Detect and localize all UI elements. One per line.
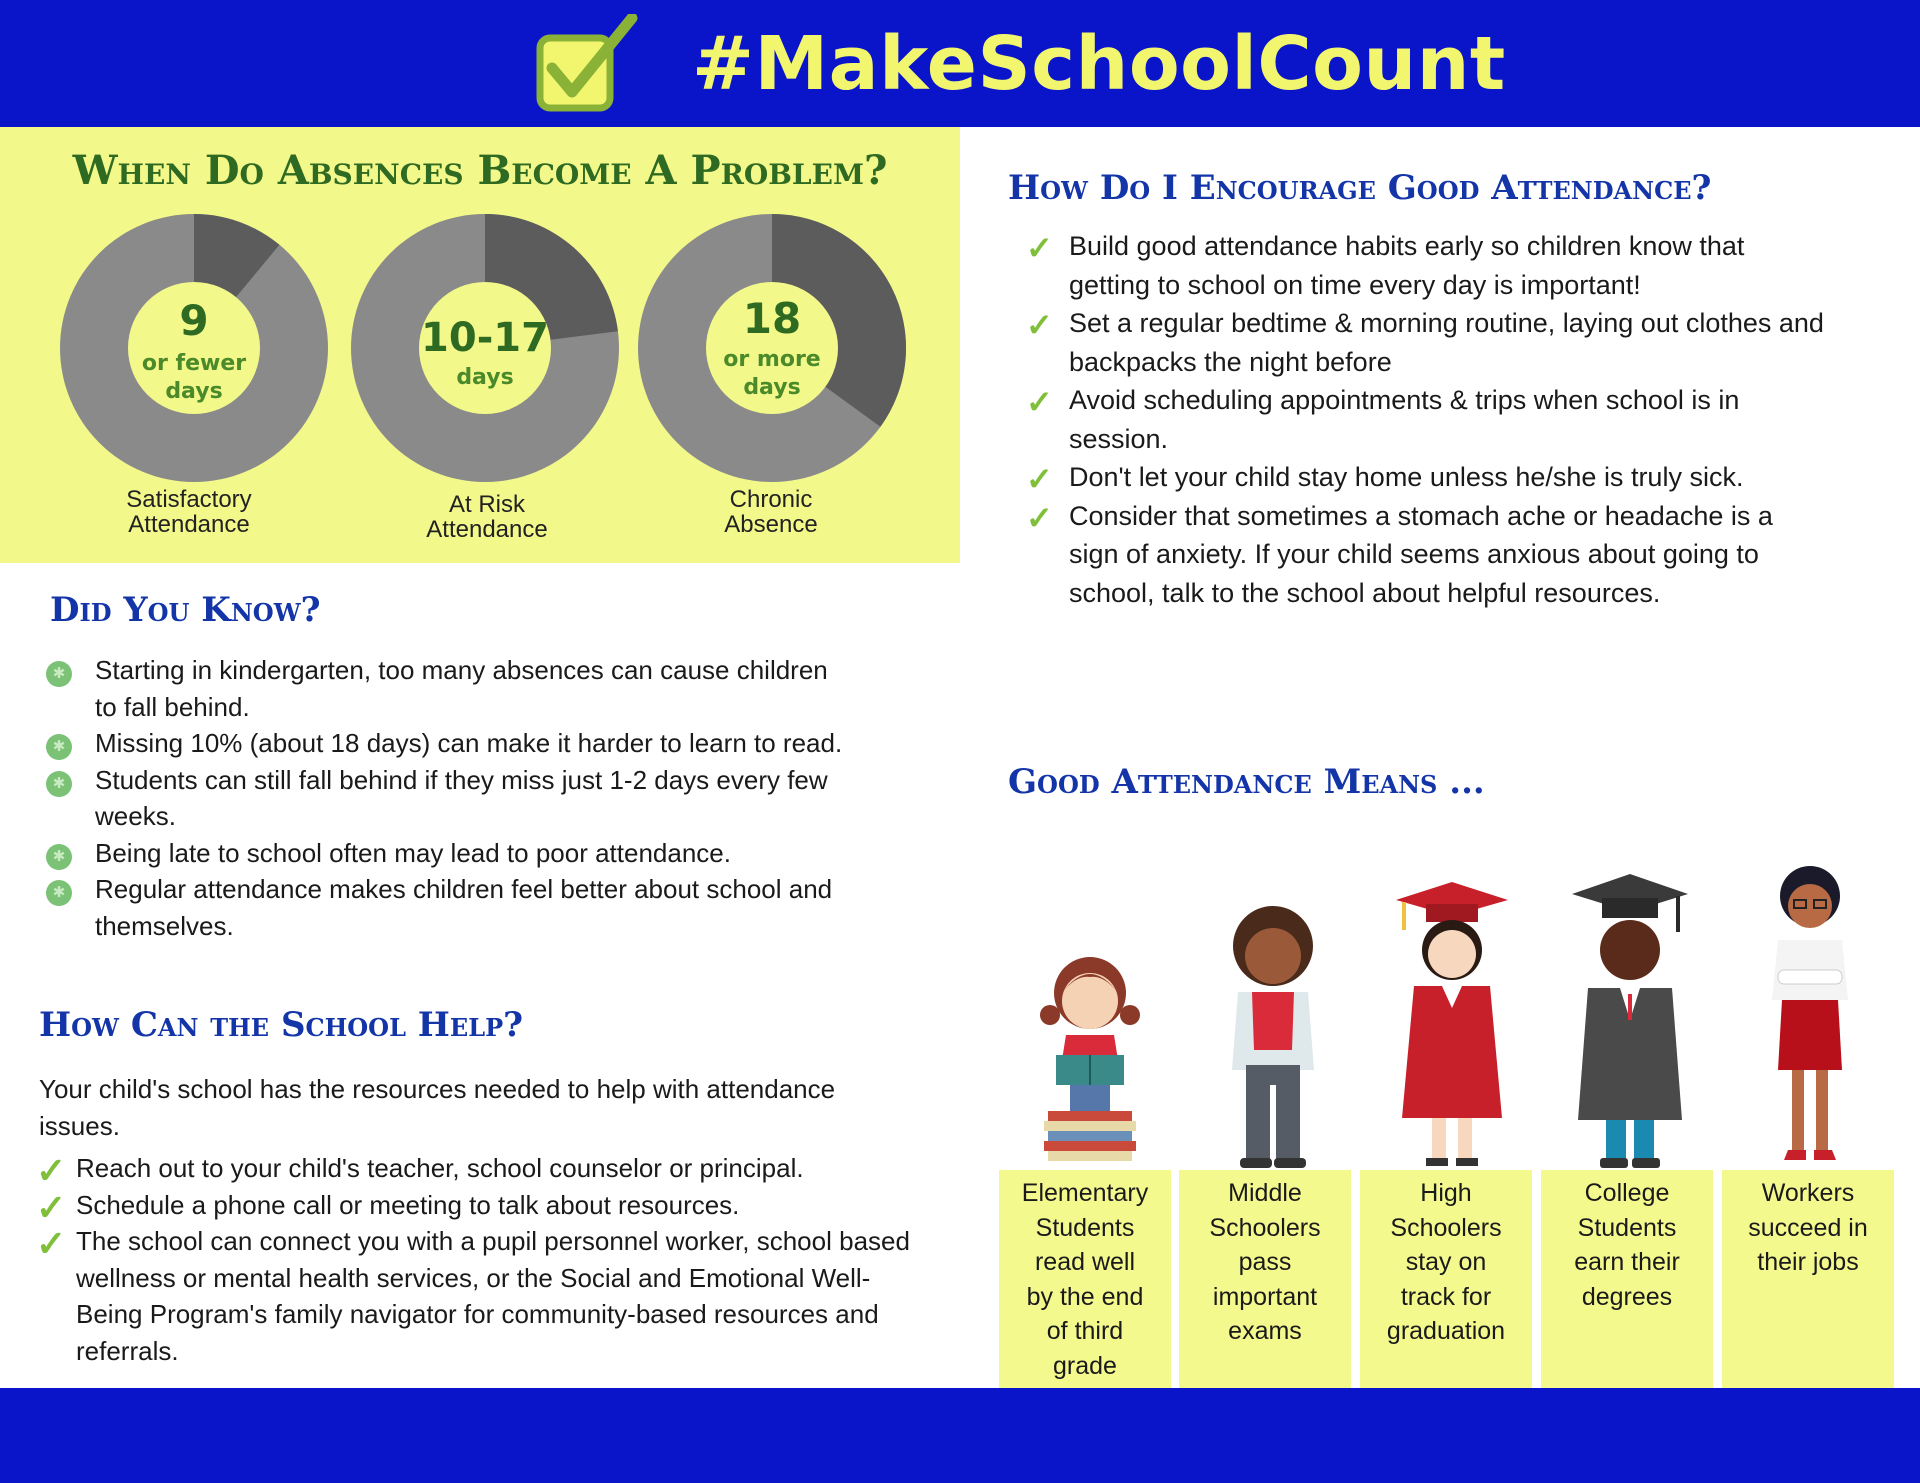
checkmark-icon: ✓ [1026,230,1053,266]
list-item-text: Students can still fall behind if they miss just 1-2 days every few weeks. [95,764,828,831]
good-attendance-title: Good Attendance Means ... [1008,762,1485,802]
list-item-text: The school can connect you with a pupil personnel worker, school based wellness or mental health services, or the Social and Emotional Well-Being Program's family navigator for community-based resources and referrals. [76,1226,910,1366]
label-line: At Risk [448,491,525,518]
outcome-box-high [1360,1170,1532,1388]
list-item [1026,227,1826,304]
brand-title: #MakeSchoolCount [692,21,1506,107]
bullet-icon [46,661,72,687]
outcome-text: College Students earn their degrees [1574,1179,1680,1311]
brand [536,14,1506,114]
list-item-text: Avoid scheduling appointments & trips when school is in session. [1069,385,1740,454]
list-item-text: Being late to school often may lead to poor attendance. [95,837,731,868]
donut-chronic [637,213,907,483]
donut-label-satisfactory [94,487,284,537]
bullet-icon [46,771,72,797]
outcome-text: High Schoolers stay on track for graduation [1386,1179,1506,1345]
label-line: Absence [724,511,818,538]
checkmark-icon: ✓ [1026,307,1053,343]
donut-value: 18 [742,294,802,343]
donut-value: 9 [179,296,209,345]
list-item-text: Consider that sometimes a stomach ache or headache is a sign of anxiety. If your child seems anxious about going to school, talk to the school about helpful resources. [1069,500,1773,608]
checkmark-icon: ✓ [1026,499,1053,536]
high-school-graduate-icon [1392,878,1512,1168]
worker-icon [1760,860,1860,1170]
middle-schooler-icon [1218,900,1328,1170]
label-line: Attendance [426,516,548,543]
outcome-box-middle [1179,1170,1351,1388]
checkbox-icon [536,14,640,114]
checkmark-icon: ✓ [1026,384,1053,420]
list-item-text: Starting in kindergarten, too many absences can cause children to fall behind. [95,655,828,722]
list-item [36,1223,916,1369]
encourage-list [1026,227,1826,612]
absences-title: When Do Absences Become A Problem? [72,147,888,194]
donut-unit: or more [723,347,821,372]
donut-value: 10-17 [421,315,549,361]
list-item [46,835,846,872]
outcome-box-elementary [999,1170,1171,1388]
list-item [46,871,846,944]
footer-bar [0,1388,1920,1483]
school-help-list [36,1150,916,1369]
bullet-icon [46,844,72,870]
checkmark-icon: ✓ [36,1186,67,1228]
school-help-title: How Can the School Help? [39,1005,524,1045]
encourage-title: How Do I Encourage Good Attendance? [1008,168,1712,208]
list-item [36,1150,916,1191]
label-line: Attendance [128,511,250,538]
donut-label-chronic [676,487,866,537]
list-item-text: Schedule a phone call or meeting to talk about resources. [76,1189,740,1220]
outcome-text: Workers succeed in their jobs [1748,1179,1868,1276]
outcome-box-college [1541,1170,1713,1388]
did-you-know-list [46,652,846,944]
list-item [1026,497,1826,613]
did-you-know-title: Did You Know? [50,590,321,630]
college-graduate-icon [1570,870,1690,1170]
school-help-intro: Your child's school has the resources needed to help with attendance issues. [39,1074,836,1141]
outcome-text: Middle Schoolers pass important exams [1209,1179,1321,1345]
checkmark-icon: ✓ [36,1223,67,1264]
donut-unit: days [165,379,223,404]
list-item-text: Reach out to your child's teacher, school counselor or principal. [76,1153,804,1183]
label-line: Satisfactory [126,486,252,513]
checkmark-icon: ✓ [36,1150,67,1191]
list-item-text: Regular attendance makes children feel better about school and themselves. [95,874,833,941]
donut-unit: or fewer [141,351,247,376]
list-item [46,652,846,725]
donut-unit: days [456,365,514,390]
header-bar [0,0,1920,127]
bullet-icon [46,880,72,906]
list-item-text: Build good attendance habits early so children know that getting to school on time every day is important! [1069,231,1745,300]
donut-satisfactory [59,213,329,483]
list-item-text: Don't let your child stay home unless he/she is truly sick. [1069,462,1744,492]
donut-at-risk [350,213,620,483]
outcome-box-workers [1722,1170,1894,1388]
label-line: Chronic [729,486,813,513]
donut-unit: days [743,375,801,400]
girl-reading-icon [1030,935,1150,1165]
list-item [1026,304,1826,381]
list-item [36,1186,916,1228]
list-item [46,725,846,762]
list-item [46,762,846,835]
list-item [1026,381,1826,458]
outcome-text: Elementary Students read well by the end of third grade [1021,1179,1149,1380]
list-item [1026,458,1826,497]
bullet-icon [46,734,72,760]
checkmark-icon: ✓ [1026,461,1053,497]
list-item-text: Set a regular bedtime & morning routine, laying out clothes and backpacks the night before [1069,308,1824,377]
list-item-text: Missing 10% (about 18 days) can make it harder to learn to read. [95,728,843,758]
donut-label-at-risk [392,492,582,542]
